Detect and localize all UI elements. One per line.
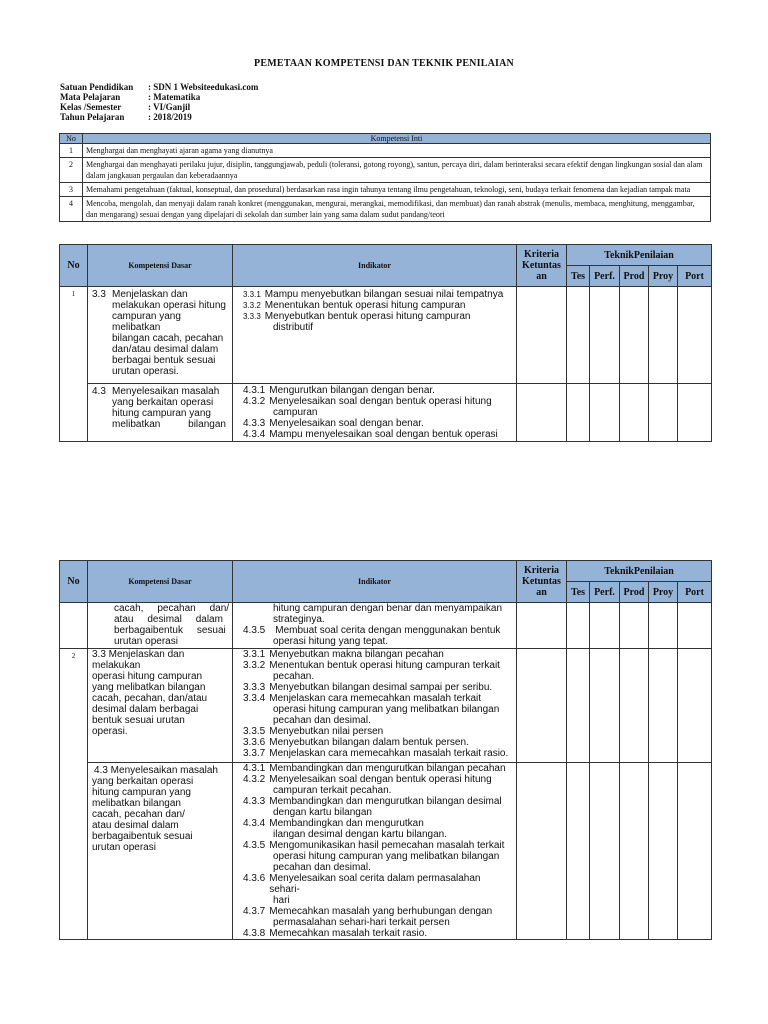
ki-text: Memahami pengetahuan (faktual, konseptual, dan prosedural) berdasarkan rasa ingin tahunya tentang ilmu pengetahuan, teknologi, seni, budaya terkait fenomena dan kejadian tampak mata bbox=[83, 183, 711, 197]
indikator-text: Menyelesaikan soal dengan bentuk operasi hitung bbox=[269, 774, 492, 785]
indikator-text: Membandingkan dan mengurutkan bilangan desimal bbox=[269, 796, 502, 807]
indikator-text: Menyebutkan bilangan dalam bentuk persen. bbox=[269, 737, 469, 748]
port-cell bbox=[678, 649, 712, 763]
indikator-cell bbox=[233, 763, 517, 940]
header-tes: Tes bbox=[567, 582, 590, 603]
indikator-line bbox=[243, 774, 512, 785]
info-value: : 2018/2019 bbox=[148, 112, 192, 122]
tes-cell bbox=[567, 763, 590, 940]
table-row bbox=[60, 287, 712, 384]
kd-line: cacah, pecahan dan/ bbox=[114, 603, 230, 614]
port-cell bbox=[678, 763, 712, 940]
indikator-line bbox=[243, 300, 512, 311]
indikator-text: Menyebutkan bentuk operasi hitung campuran bbox=[264, 311, 471, 322]
kriteria-cell bbox=[517, 763, 567, 940]
indikator-number: 3.3.1 bbox=[243, 649, 266, 660]
table-row bbox=[60, 183, 711, 197]
indikator-line bbox=[243, 840, 512, 851]
tes-cell bbox=[567, 287, 590, 384]
indikator-text: Menyebutkan makna bilangan pecahan bbox=[269, 649, 444, 660]
header-kriteria-ketuntasan: Kriteria Ketuntas an bbox=[517, 245, 567, 287]
row-number: 1 bbox=[60, 144, 83, 158]
indikator-line bbox=[243, 311, 512, 322]
indikator-number: 4.3.4 bbox=[243, 818, 266, 829]
header-tes: Tes bbox=[567, 266, 590, 287]
indikator-text: Menyelesaikan soal dengan benar. bbox=[269, 418, 424, 429]
indikator-line bbox=[243, 418, 512, 429]
indikator-line bbox=[243, 396, 512, 407]
identity-block bbox=[60, 82, 258, 122]
indikator-text: Membandingkan dan mengurutkan bilangan pecahan bbox=[269, 763, 506, 774]
indikator-line: dengan kartu bilangan bbox=[273, 807, 372, 818]
indikator-text: Menjelaskan cara memecahkan masalah terkait rasio. bbox=[269, 748, 509, 759]
kd-line: yang berkaitan operasi bbox=[112, 397, 214, 408]
indikator-text: Menjelaskan cara memecahkan masalah terkait bbox=[269, 693, 482, 704]
indikator-cell bbox=[233, 384, 517, 442]
indikator-line bbox=[243, 818, 512, 829]
indikator-line bbox=[243, 385, 512, 396]
indikator-number: 4.3.1 bbox=[243, 385, 266, 396]
prod-cell bbox=[620, 603, 649, 649]
perf-cell bbox=[590, 384, 620, 442]
prod-cell bbox=[620, 649, 649, 763]
indikator-number: 3.3.7 bbox=[243, 748, 266, 759]
kd-line: 4.3 Menyelesaikan masalah bbox=[94, 765, 218, 776]
kd-line: urutan operasi bbox=[92, 842, 156, 853]
kd-cell bbox=[88, 287, 233, 384]
prod-cell bbox=[620, 287, 649, 384]
proy-cell bbox=[649, 649, 678, 763]
kd-line: yang berkaitan operasi bbox=[92, 776, 194, 787]
indikator-number: 3.3.1 bbox=[243, 290, 261, 299]
indikator-text: Menyelesaikan soal cerita dalam permasalahan sehari- bbox=[269, 873, 481, 895]
indikator-number: 4.3.8 bbox=[243, 928, 266, 939]
indikator-line bbox=[243, 906, 512, 917]
kd-line: operasi hitung campuran bbox=[92, 671, 203, 682]
info-label: Tahun Pelajaran bbox=[60, 112, 125, 122]
indikator-line bbox=[243, 763, 512, 774]
header-perf: Perf. bbox=[590, 266, 620, 287]
kd-line: atau desimal dalam bbox=[114, 614, 223, 625]
kd-number: 3.3 bbox=[92, 289, 106, 300]
tes-cell bbox=[567, 603, 590, 649]
kd-line: campuran yang melibatkan bbox=[112, 311, 181, 333]
row-number: 2 bbox=[60, 649, 88, 940]
indikator-line: pecahan dan desimal. bbox=[273, 715, 371, 726]
table-header-row bbox=[60, 245, 712, 266]
ki-text: Mencoba, mengolah, dan menyaji dalam ranah konkret (menggunakan, mengurai, merangkai, memodifikasi, dan membuat) dan ranah abstrak (menulis, membaca, menghitung, menggambar, dan mengarang) sesuai dengan yang dipelajari di sekolah dan sumber lain yang sama dalam sudut pandang/teori bbox=[83, 197, 711, 222]
kd-line: melibatkan bilangan bbox=[112, 419, 226, 430]
indikator-line bbox=[243, 873, 512, 895]
indikator-number: 4.3.4 bbox=[243, 429, 266, 440]
indikator-text: Memecahkan masalah terkait rasio. bbox=[269, 928, 428, 939]
indikator-line bbox=[243, 928, 512, 939]
indikator-line bbox=[243, 726, 512, 737]
info-row-subject bbox=[60, 92, 258, 102]
tes-cell bbox=[567, 384, 590, 442]
header-port: Port bbox=[678, 582, 712, 603]
kd-line: berbagai bentuk sesuai bbox=[112, 355, 216, 366]
indikator-number: 4.3.5 bbox=[243, 625, 266, 636]
perf-cell bbox=[590, 763, 620, 940]
header-proy: Proy bbox=[649, 582, 678, 603]
info-row-class bbox=[60, 102, 258, 112]
indikator-line bbox=[243, 649, 512, 660]
proy-cell bbox=[649, 287, 678, 384]
kd-line: 3.3 Menjelaskan dan melakukan bbox=[92, 649, 185, 671]
indikator-number: 3.3.6 bbox=[243, 737, 266, 748]
indikator-number: 3.3.2 bbox=[243, 301, 261, 310]
indikator-cell bbox=[233, 649, 517, 763]
perf-cell bbox=[590, 603, 620, 649]
indikator-line bbox=[243, 796, 512, 807]
indikator-number: 3.3.5 bbox=[243, 726, 266, 737]
perf-cell bbox=[590, 649, 620, 763]
indikator-text: Memecahkan masalah yang berhubungan dengan bbox=[269, 906, 493, 917]
info-value: : VI/Ganjil bbox=[148, 102, 191, 112]
kd-cell bbox=[88, 649, 233, 763]
indikator-line: hari bbox=[273, 895, 290, 906]
prod-cell bbox=[620, 384, 649, 442]
kd-line: desimal dalam berbagai bbox=[92, 704, 199, 715]
kd-line: operasi. bbox=[92, 726, 128, 737]
prod-cell bbox=[620, 763, 649, 940]
indikator-line bbox=[243, 748, 512, 759]
port-cell bbox=[678, 287, 712, 384]
kriteria-cell bbox=[517, 384, 567, 442]
row-number bbox=[60, 603, 88, 649]
indikator-text: Mengurutkan bilangan dengan benar. bbox=[269, 385, 435, 396]
proy-cell bbox=[649, 763, 678, 940]
indikator-text: Menentukan bentuk operasi hitung campuran bbox=[264, 300, 466, 311]
header-no: No bbox=[60, 134, 83, 144]
info-value: : Matematika bbox=[148, 92, 201, 102]
header-proy: Proy bbox=[649, 266, 678, 287]
kd-line bbox=[92, 289, 228, 300]
kd-line: hitung campuran yang bbox=[92, 787, 191, 798]
kompetensi-inti-table bbox=[59, 133, 711, 222]
indikator-cell bbox=[233, 287, 517, 384]
indikator-number: 4.3.5 bbox=[243, 840, 266, 851]
proy-cell bbox=[649, 384, 678, 442]
header-no: No bbox=[60, 561, 88, 603]
indikator-line bbox=[243, 693, 512, 704]
table-header-row bbox=[60, 561, 712, 582]
kd-line bbox=[92, 386, 228, 397]
indikator-text: Mampu menyebutkan bilangan sesuai nilai tempatnya bbox=[264, 289, 504, 300]
kd-line: berbagaibentuk sesuai bbox=[114, 625, 226, 636]
info-row-year bbox=[60, 112, 258, 122]
indikator-text: Membandingkan dan mengurutkan bbox=[269, 818, 424, 829]
indikator-text: Menyebutkan nilai persen bbox=[269, 726, 384, 737]
row-number: 4 bbox=[60, 197, 83, 222]
table-row bbox=[60, 158, 711, 183]
row-number: 3 bbox=[60, 183, 83, 197]
indikator-number: 4.3.3 bbox=[243, 796, 266, 807]
port-cell bbox=[678, 603, 712, 649]
indikator-number: 3.3.3 bbox=[243, 682, 266, 693]
header-prod: Prod bbox=[620, 582, 649, 603]
kd-line: atau desimal dalam bbox=[92, 820, 179, 831]
kriteria-cell bbox=[517, 649, 567, 763]
info-label: Mata Pelajaran bbox=[60, 92, 121, 102]
indikator-line: campuran terkait pecahan. bbox=[273, 785, 392, 796]
header-teknik-penilaian: TeknikPenilaian bbox=[567, 245, 712, 266]
table-row bbox=[60, 197, 711, 222]
kd-line-text: Menjelaskan dan bbox=[112, 289, 188, 300]
table-row bbox=[60, 384, 712, 442]
tes-cell bbox=[567, 649, 590, 763]
indikator-line: hitung campuran dengan benar dan menyampaikan bbox=[273, 603, 503, 614]
indikator-number: 4.3.2 bbox=[243, 774, 266, 785]
header-indikator: Indikator bbox=[233, 561, 517, 603]
row-number: 1 bbox=[60, 287, 88, 442]
proy-cell bbox=[649, 603, 678, 649]
indikator-text: Membuat soal cerita dengan menggunakan bentuk bbox=[275, 625, 501, 636]
kriteria-cell bbox=[517, 287, 567, 384]
indikator-line: pecahan dan desimal. bbox=[273, 862, 371, 873]
header-perf: Perf. bbox=[590, 582, 620, 603]
indikator-number: 3.3.3 bbox=[243, 312, 261, 321]
header-kompetensi-inti: Kompetensi Inti bbox=[83, 134, 711, 144]
indikator-number: 4.3.3 bbox=[243, 418, 266, 429]
kd-cell bbox=[88, 384, 233, 442]
table-header-row bbox=[60, 134, 711, 144]
table-row bbox=[60, 649, 712, 763]
info-label: Kelas /Semester bbox=[60, 102, 122, 112]
ki-text: Menghargai dan menghayati ajaran agama yang dianutnya bbox=[83, 144, 711, 158]
perf-cell bbox=[590, 287, 620, 384]
indikator-line bbox=[243, 625, 512, 636]
table-row bbox=[60, 763, 712, 940]
kompetensi-dasar-table-2 bbox=[59, 560, 712, 940]
row-number: 2 bbox=[60, 158, 83, 183]
kd-cell bbox=[88, 603, 233, 649]
indikator-line: pecahan. bbox=[273, 671, 315, 682]
kd-cell bbox=[88, 763, 233, 940]
document-title: PEMETAAN KOMPETENSI DAN TEKNIK PENILAIAN bbox=[254, 58, 514, 69]
indikator-text: Menyebutkan bilangan desimal sampai per seribu. bbox=[269, 682, 493, 693]
indikator-number: 4.3.2 bbox=[243, 396, 266, 407]
kd-line: hitung campuran yang bbox=[112, 408, 211, 419]
header-kriteria-ketuntasan: Kriteria Ketuntas an bbox=[517, 561, 567, 603]
kd-line: bilangan cacah, pecahan bbox=[112, 333, 224, 344]
indikator-line bbox=[243, 289, 512, 300]
indikator-number: 4.3.6 bbox=[243, 873, 266, 884]
kd-line-text: Menyelesaikan masalah bbox=[112, 386, 220, 397]
indikator-line bbox=[243, 660, 512, 671]
ki-text: Menghargai dan menghayati perilaku jujur, disiplin, tanggungjawab, peduli (toleransi, gotong royong), santun, percaya diri, dalam berinteraksi secara efektif dengan lingkungan sosial dan alam dalam jangkauan pergaulan dan keberadaannya bbox=[83, 158, 711, 183]
info-label: Satuan Pendidikan bbox=[60, 82, 134, 92]
indikator-text: Menyelesaikan soal dengan bentuk operasi hitung bbox=[269, 396, 492, 407]
indikator-line: permasalahan sehari-hari terkait persen bbox=[273, 917, 450, 928]
indikator-line: distributif bbox=[273, 322, 314, 333]
indikator-line: operasi hitung campuran yang melibatkan bilangan bbox=[273, 851, 500, 862]
header-port: Port bbox=[678, 266, 712, 287]
indikator-number: 3.3.4 bbox=[243, 693, 266, 704]
kd-line: melakukan operasi hitung bbox=[112, 300, 226, 311]
table-row bbox=[60, 144, 711, 158]
indikator-text: Menentukan bentuk operasi hitung campuran terkait bbox=[269, 660, 500, 671]
kd-line: cacah, pecahan, dan/atau bbox=[92, 693, 208, 704]
indikator-line bbox=[243, 737, 512, 748]
indikator-line: operasi hitung campuran yang melibatkan bilangan bbox=[273, 704, 500, 715]
header-indikator: Indikator bbox=[233, 245, 517, 287]
kd-number: 4.3 bbox=[92, 386, 106, 397]
indikator-line: operasi hitung yang tepat. bbox=[273, 636, 389, 647]
header-kompetensi-dasar: Kompetensi Dasar bbox=[88, 561, 233, 603]
indikator-line: campuran bbox=[273, 407, 318, 418]
kd-line: bentuk sesuai urutan bbox=[92, 715, 185, 726]
indikator-line: ilangan desimal dengan kartu bilangan. bbox=[273, 829, 448, 840]
indikator-text: Mampu menyelesaikan soal dengan bentuk operasi bbox=[269, 429, 498, 440]
indikator-line bbox=[243, 429, 512, 440]
indikator-cell bbox=[233, 603, 517, 649]
indikator-text: Mengomunikasikan hasil pemecahan masalah terkait bbox=[269, 840, 505, 851]
header-prod: Prod bbox=[620, 266, 649, 287]
kd-line: dan/atau desimal dalam bbox=[112, 344, 219, 355]
kd-line: cacah, pecahan dan/ bbox=[92, 809, 185, 820]
kd-line: berbagaibentuk sesuai bbox=[92, 831, 193, 842]
kriteria-cell bbox=[517, 603, 567, 649]
indikator-number: 4.3.7 bbox=[243, 906, 266, 917]
header-kompetensi-dasar: Kompetensi Dasar bbox=[88, 245, 233, 287]
table-row bbox=[60, 603, 712, 649]
kompetensi-dasar-table-1 bbox=[59, 244, 712, 442]
info-row-school bbox=[60, 82, 258, 92]
indikator-line: strateginya. bbox=[273, 614, 325, 625]
indikator-number: 4.3.1 bbox=[243, 763, 266, 774]
indikator-line bbox=[243, 682, 512, 693]
kd-line: melibatkan bilangan bbox=[92, 798, 181, 809]
header-teknik-penilaian: TeknikPenilaian bbox=[567, 561, 712, 582]
port-cell bbox=[678, 384, 712, 442]
kd-line: urutan operasi. bbox=[112, 366, 179, 377]
info-value: : SDN 1 Websiteedukasi.com bbox=[148, 82, 259, 92]
indikator-number: 3.3.2 bbox=[243, 660, 266, 671]
kd-line: yang melibatkan bilangan bbox=[92, 682, 206, 693]
kd-line: urutan operasi bbox=[114, 636, 178, 647]
header-no: No bbox=[60, 245, 88, 287]
